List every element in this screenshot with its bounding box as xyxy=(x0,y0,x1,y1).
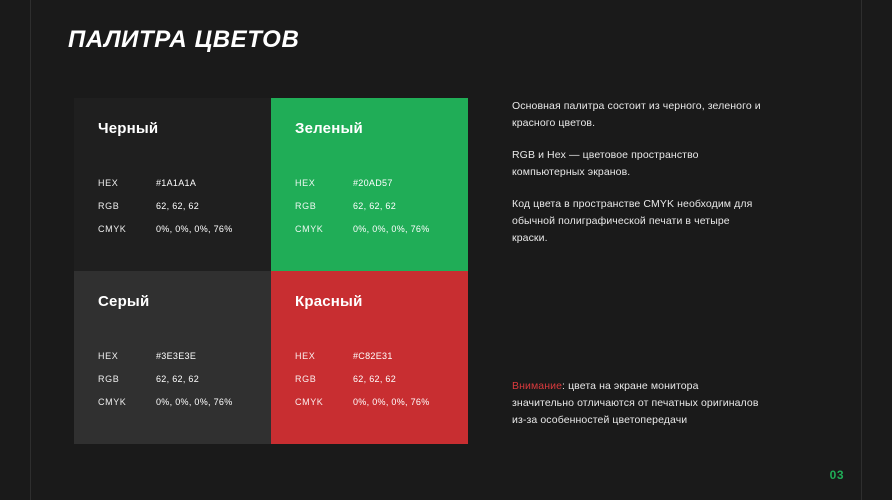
swatch-name: Черный xyxy=(98,120,159,137)
spec-value-rgb: 62, 62, 62 xyxy=(156,374,200,384)
swatch-name: Зеленый xyxy=(295,120,363,137)
spec-label-rgb: RGB xyxy=(98,374,120,384)
spec-value-cmyk: 0%, 0%, 0%, 76% xyxy=(156,397,233,407)
description-paragraph-2: RGB и Hex — цветовое пространство компьютерных экранов. xyxy=(512,149,699,178)
spec-row-hex xyxy=(295,178,452,188)
spec-value-hex: #1A1A1A xyxy=(156,178,197,188)
spec-label-cmyk: CMYK xyxy=(295,397,324,407)
spec-value-hex: #3E3E3E xyxy=(156,351,197,361)
page-number: 03 xyxy=(829,468,844,482)
swatch-specs xyxy=(295,178,452,247)
spec-row-hex xyxy=(295,351,452,361)
swatch-card-gray xyxy=(74,271,271,444)
spec-label-hex: HEX xyxy=(295,351,316,361)
swatch-card-black xyxy=(74,98,271,271)
spec-row-cmyk xyxy=(98,397,255,407)
spec-value-cmyk: 0%, 0%, 0%, 76% xyxy=(156,224,233,234)
warning-text: : цвета на экране монитора значительно отличаются от печатных оригиналов из-за особенностей цветопередачи xyxy=(512,380,759,426)
spec-value-hex: #C82E31 xyxy=(353,351,393,361)
spec-row-cmyk xyxy=(295,397,452,407)
spec-row-cmyk xyxy=(295,224,452,234)
swatch-specs xyxy=(98,351,255,420)
spec-row-rgb xyxy=(98,201,255,211)
spec-value-cmyk: 0%, 0%, 0%, 76% xyxy=(353,397,430,407)
warning-label: Внимание xyxy=(512,380,563,392)
warning-note xyxy=(512,378,762,429)
swatch-name: Красный xyxy=(295,293,363,310)
spec-label-cmyk: CMYK xyxy=(98,397,127,407)
swatch-specs xyxy=(295,351,452,420)
right-vertical-rule xyxy=(861,0,862,500)
spec-row-hex xyxy=(98,178,255,188)
spec-row-rgb xyxy=(295,374,452,384)
spec-label-rgb: RGB xyxy=(295,201,317,211)
spec-label-hex: HEX xyxy=(98,351,119,361)
spec-value-rgb: 62, 62, 62 xyxy=(353,201,397,211)
spec-value-rgb: 62, 62, 62 xyxy=(353,374,397,384)
description-paragraph-3: Код цвета в пространстве CMYK необходим для обычной полиграфической печати в четыре краски. xyxy=(512,198,753,244)
spec-row-hex xyxy=(98,351,255,361)
color-swatch-grid xyxy=(74,98,468,444)
description-text xyxy=(512,98,762,247)
spec-label-hex: HEX xyxy=(295,178,316,188)
spec-value-cmyk: 0%, 0%, 0%, 76% xyxy=(353,224,430,234)
spec-value-rgb: 62, 62, 62 xyxy=(156,201,200,211)
page-title: ПАЛИТРА ЦВЕТОВ xyxy=(68,26,300,53)
swatch-name: Серый xyxy=(98,293,150,310)
spec-label-cmyk: CMYK xyxy=(295,224,324,234)
spec-value-hex: #20AD57 xyxy=(353,178,393,188)
swatch-specs xyxy=(98,178,255,247)
spec-label-rgb: RGB xyxy=(98,201,120,211)
spec-row-cmyk xyxy=(98,224,255,234)
spec-row-rgb xyxy=(295,201,452,211)
spec-label-rgb: RGB xyxy=(295,374,317,384)
spec-row-rgb xyxy=(98,374,255,384)
spec-label-cmyk: CMYK xyxy=(98,224,127,234)
left-vertical-rule xyxy=(30,0,31,500)
spec-label-hex: HEX xyxy=(98,178,119,188)
description-paragraph-1: Основная палитра состоит из черного, зеленого и красного цветов. xyxy=(512,100,761,129)
swatch-card-green xyxy=(271,98,468,271)
swatch-card-red xyxy=(271,271,468,444)
